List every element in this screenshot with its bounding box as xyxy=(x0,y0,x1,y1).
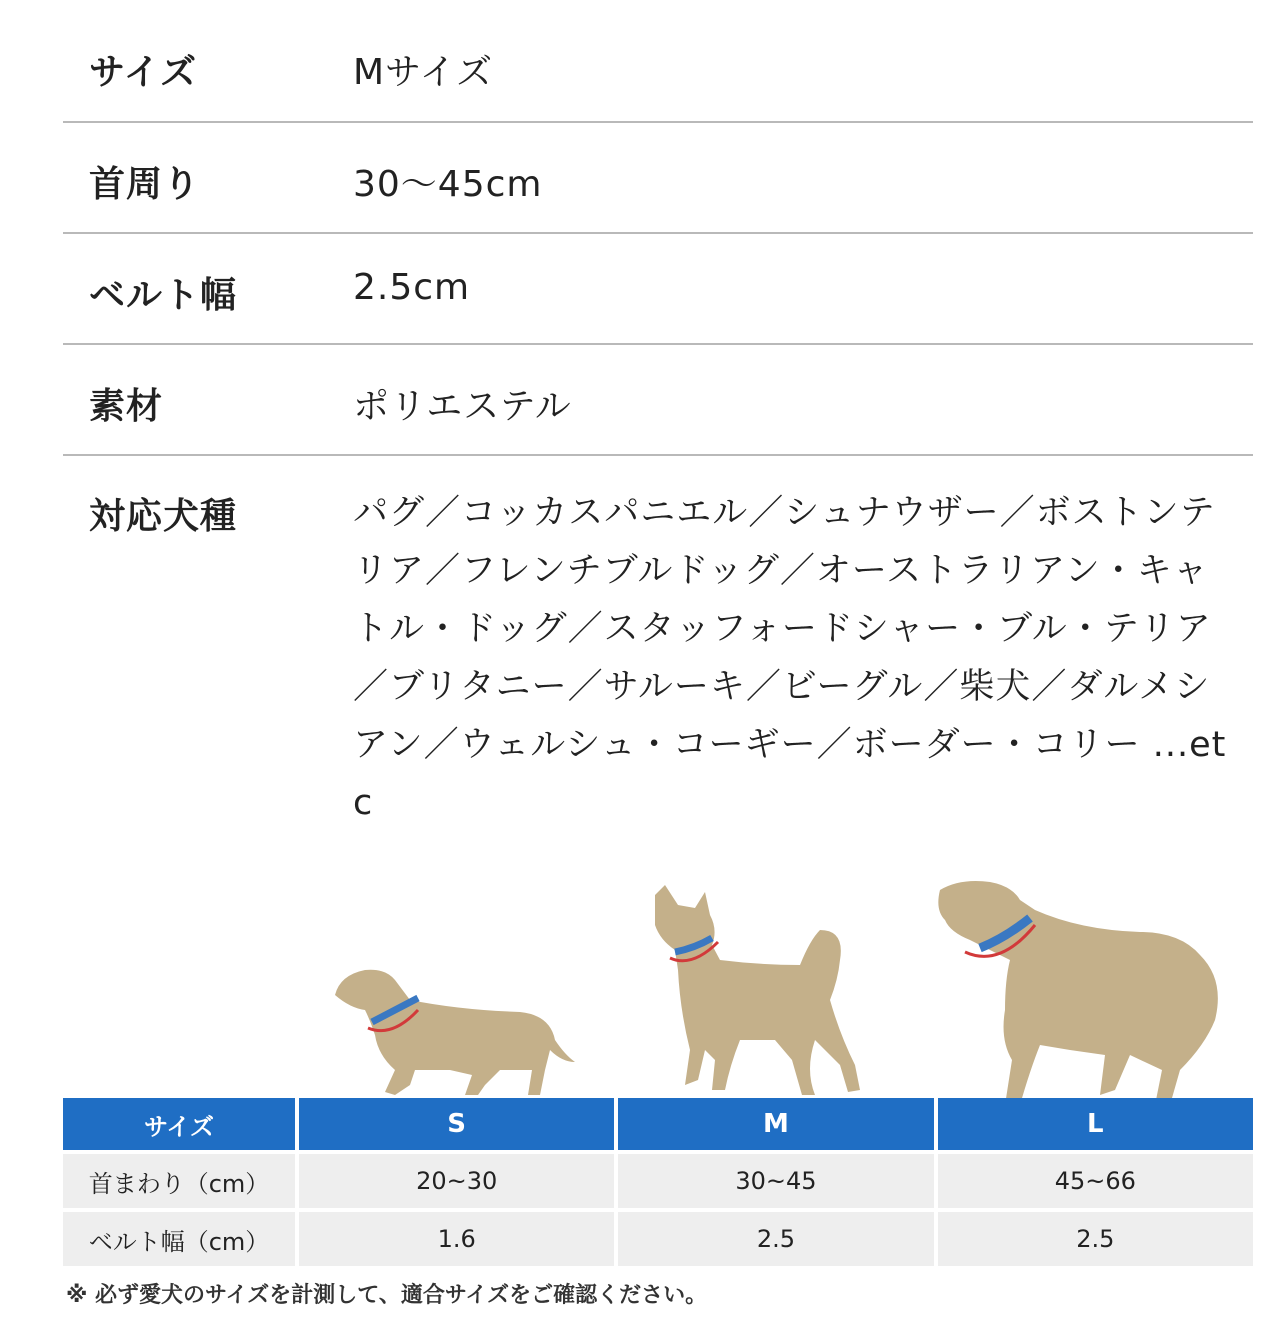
large-dog-icon xyxy=(938,881,1218,1105)
spec-row-belt xyxy=(63,234,1253,345)
header-cell: S xyxy=(295,1098,614,1150)
spec-row-breeds xyxy=(63,456,1253,836)
spec-row-neck xyxy=(63,123,1253,234)
table-row xyxy=(63,1150,1253,1208)
table-cell: 2.5 xyxy=(614,1208,933,1266)
medium-dog-icon xyxy=(655,885,860,1095)
spec-label: ベルト幅 xyxy=(89,275,238,316)
header-cell: M xyxy=(614,1098,933,1150)
small-dog-icon xyxy=(335,970,575,1095)
table-row xyxy=(63,1208,1253,1266)
spec-label: 素材 xyxy=(89,386,164,427)
size-table xyxy=(63,1098,1253,1266)
spec-value: Mサイズ xyxy=(353,52,494,93)
measurement-note: ※ 必ず愛犬のサイズを計測して、適合サイズをご確認ください。 xyxy=(66,1283,708,1308)
row-label: 首まわり（cm） xyxy=(63,1150,295,1208)
dog-silhouettes xyxy=(300,870,1260,1110)
breeds-text: パグ／コッカスパニエル／シュナウザー／ボストンテリア／フレンチブルドッグ／オーストラリアン・キャトル・ドッグ／スタッフォードシャー・ブル・テリア／ブリタニー／サルーキ／ビーグル／柴犬／ダルメシアン／ウェルシュ・コーギー／ボーダー・コリー ...etc xyxy=(353,493,1227,823)
spec-row-size xyxy=(63,0,1253,123)
table-cell: 1.6 xyxy=(295,1208,614,1266)
spec-row-material xyxy=(63,345,1253,456)
spec-value: 2.5cm xyxy=(353,267,471,308)
table-cell: 30~45 xyxy=(614,1150,933,1208)
header-cell: サイズ xyxy=(63,1098,295,1150)
size-table-header xyxy=(63,1098,1253,1150)
spec-value: ポリエステル xyxy=(353,386,572,427)
table-cell: 2.5 xyxy=(934,1208,1253,1266)
table-cell: 20~30 xyxy=(295,1150,614,1208)
spec-label: 対応犬種 xyxy=(89,496,238,537)
table-cell: 45~66 xyxy=(934,1150,1253,1208)
spec-value: 30〜45cm xyxy=(353,164,543,205)
spec-label: サイズ xyxy=(89,52,198,93)
spec-label: 首周り xyxy=(89,164,201,205)
header-cell: L xyxy=(934,1098,1253,1150)
row-label: ベルト幅（cm） xyxy=(63,1208,295,1266)
